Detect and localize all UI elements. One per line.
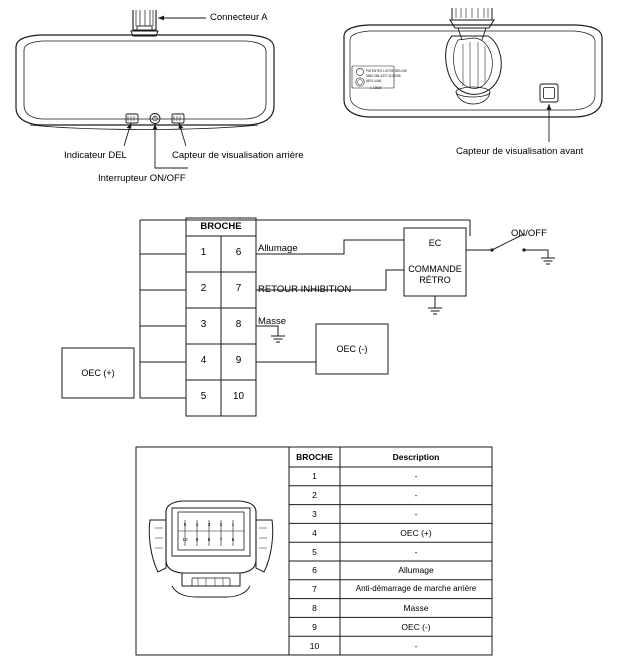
table-row-pin: 7 <box>312 584 317 595</box>
callout-interrupteur-on-off: Interrupteur ON/OFF <box>98 173 186 184</box>
connector-pin-top-5: 5 <box>183 522 187 527</box>
callout-capteur-avant: Capteur de visualisation avant <box>456 146 584 157</box>
table-row-pin: 8 <box>312 603 317 613</box>
mirror-print-line-4: 1-13665 <box>370 86 382 90</box>
mirror-print-line-1: PATENTES LISTED BELOW <box>366 69 407 73</box>
schematic-pin-5: 5 <box>200 391 207 402</box>
connector-pin-top-3: 3 <box>207 522 211 527</box>
box-ec-line-1: EC <box>428 238 442 248</box>
connector-pin-bottom-10: 10 <box>182 537 188 542</box>
table-row-pin: 2 <box>312 490 317 501</box>
wire-label-retour-inhibition: RETOUR INHIBITION <box>258 284 352 295</box>
callout-connecteur-a: Connecteur A <box>210 12 268 23</box>
connector-pin-top-1: 1 <box>231 522 235 527</box>
table-row-pin: 6 <box>312 565 317 576</box>
table-row-description: - <box>414 640 418 651</box>
wire-label-masse: Masse <box>258 316 286 327</box>
schematic-pin-2: 2 <box>200 283 207 294</box>
schematic-pin-4: 4 <box>200 355 207 366</box>
table-row-pin: 10 <box>309 640 320 651</box>
box-oec-minus: OEC (-) <box>336 344 368 354</box>
box-oec-plus: OEC (+) <box>81 368 115 378</box>
table-row-description: Masse <box>403 603 429 613</box>
table-row-pin: 4 <box>312 527 317 538</box>
table-row-description: - <box>414 471 418 482</box>
connector-pin-top-2: 2 <box>219 522 223 527</box>
wiring-schematic <box>62 218 555 416</box>
schematic-pin-3: 3 <box>200 319 207 330</box>
connector-pin-top-4: 4 <box>195 522 199 527</box>
table-row-pin: 1 <box>312 471 317 482</box>
mirror-print-line-3: 8870-4466 <box>366 79 382 83</box>
connector-pin-bottom-8: 8 <box>207 537 211 542</box>
wire-label-on-off: ON/OFF <box>511 228 547 239</box>
schematic-pin-8: 8 <box>235 319 242 330</box>
table-row-description: - <box>414 490 418 501</box>
table-row-description: Anti-démarrage de marche arrière <box>355 584 477 594</box>
schematic-pin-1: 1 <box>200 247 207 258</box>
schematic-pin-9: 9 <box>235 355 242 366</box>
table-row-pin: 5 <box>312 546 317 557</box>
connector-illustration <box>149 501 272 597</box>
connector-pin-bottom-7: 7 <box>219 537 223 542</box>
table-header-broche: BROCHE <box>296 452 333 462</box>
mirror-print-line-2: 5669 388-4370 1100058 <box>366 74 401 78</box>
mirror-back-illustration <box>344 8 602 117</box>
table-row-description: Allumage <box>398 565 434 576</box>
box-ec-line-3: RÉTRO <box>419 275 451 285</box>
connector-pin-bottom-6: 6 <box>231 537 235 542</box>
callout-capteur-arriere: Capteur de visualisation arrière <box>172 150 304 161</box>
table-row-description: - <box>414 509 418 519</box>
mirror-front-illustration <box>16 10 274 130</box>
table-row-pin: 9 <box>312 621 317 632</box>
connector-pin-bottom-9: 9 <box>195 537 199 542</box>
schematic-pin-10: 10 <box>232 391 245 402</box>
table-row-description: - <box>414 546 418 557</box>
schematic-pin-7: 7 <box>235 283 242 294</box>
table-row-description: OEC (+) <box>400 527 432 538</box>
box-ec-line-2: COMMANDE <box>408 264 462 274</box>
table-row-pin: 3 <box>312 509 317 519</box>
wire-label-allumage: Allumage <box>258 243 298 254</box>
callout-indicateur-del: Indicateur DEL <box>64 150 127 161</box>
schematic-broche-header: BROCHE <box>200 221 242 232</box>
schematic-pin-6: 6 <box>235 247 242 258</box>
table-header-description: Description <box>392 452 440 462</box>
table-row-description: OEC (-) <box>401 621 431 632</box>
